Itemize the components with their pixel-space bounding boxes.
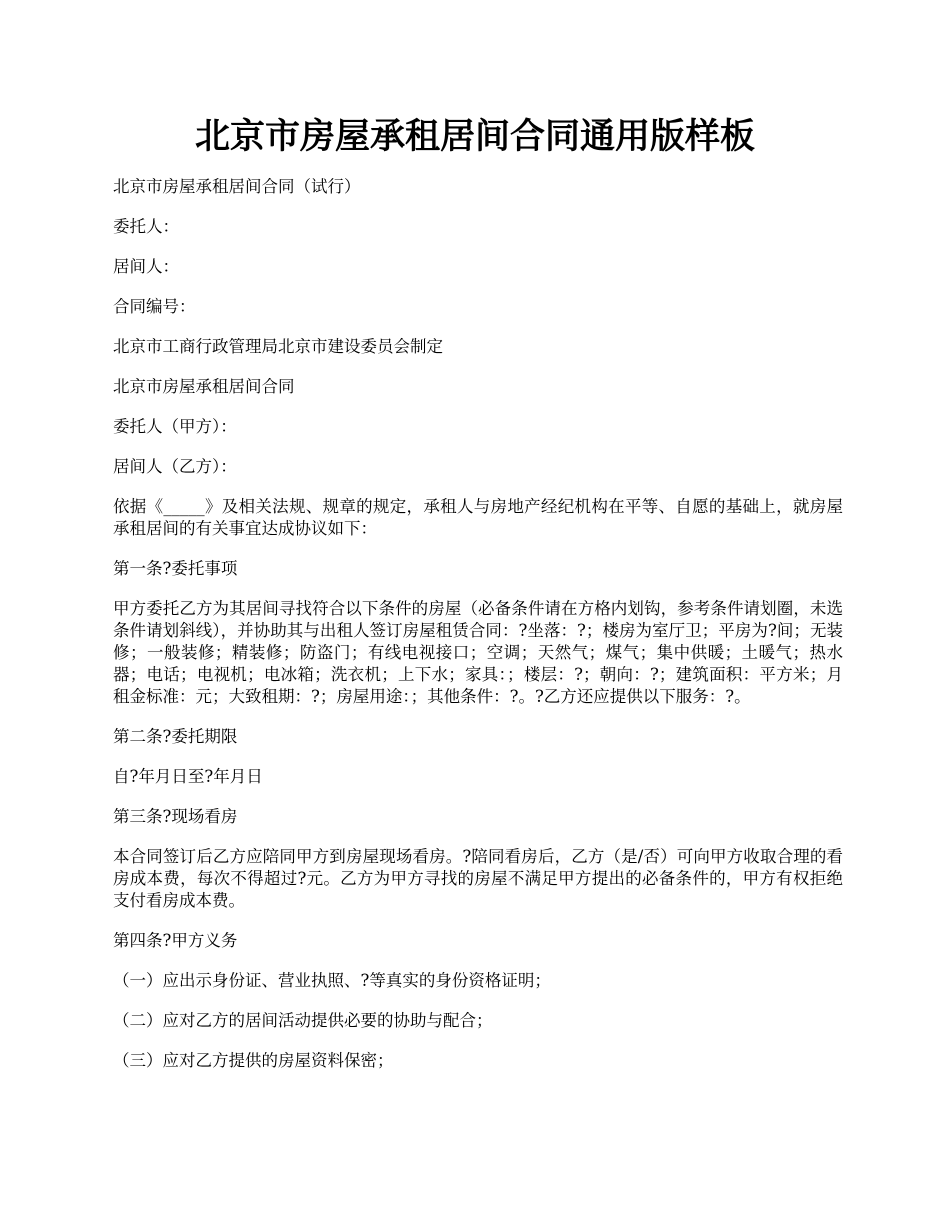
article-2-body: 自?年月日至?年月日 — [113, 767, 263, 786]
paragraph-contract-name: 北京市房屋承租居间合同 — [113, 377, 295, 396]
paragraph-party-b: 居间人（乙方）： — [113, 457, 237, 476]
paragraph-subtitle: 北京市房屋承租居间合同（试行） — [113, 177, 361, 196]
paragraph-party-a: 委托人（甲方）： — [113, 417, 237, 436]
article-2-heading: 第二条?委托期限 — [113, 727, 238, 746]
article-3-body: 本合同签订后乙方应陪同甲方到房屋现场看房。?陪同看房后，乙方（是/否）可向甲方收取合理的看房成本费，每次不得超过?元。乙方为甲方寻找的房屋不满足甲方提出的必备条件的，甲方有权拒绝支付看房成本费。 — [113, 847, 843, 910]
article-1-heading: 第一条?委托事项 — [113, 559, 238, 578]
article-1-body: 甲方委托乙方为其居间寻找符合以下条件的房屋（必备条件请在方格内划钩，参考条件请划圈，未选条件请划斜线），并协助其与出租人签订房屋租赁合同：?坐落：?；楼房为室厅卫；平房为?间；无装修；一般装修；精装修；防盗门；有线电视接口；空调；天然气；煤气；集中供暖；土暖气；热水器；电话；电视机；电冰箱；洗衣机；上下水；家具：；楼层：?；朝向：?；建筑面积：平方米；月租金标准：元；大致租期：?；房屋用途：；其他条件：?。?乙方还应提供以下服务：?。 — [113, 599, 843, 706]
paragraph-intermediary: 居间人： — [113, 257, 179, 276]
paragraph-preamble: 依据《_____》及相关法规、规章的规定，承租人与房地产经纪机构在平等、自愿的基础上，就房屋承租居间的有关事宜达成协议如下： — [113, 497, 843, 538]
paragraph-client: 委托人： — [113, 217, 179, 236]
article-4-item-3: （三）应对乙方提供的房屋资料保密； — [113, 1051, 394, 1070]
paragraph-contract-number: 合同编号： — [113, 297, 196, 316]
article-4-heading: 第四条?甲方义务 — [113, 931, 238, 950]
paragraph-issuer: 北京市工商行政管理局北京市建设委员会制定 — [113, 337, 443, 356]
article-4-item-2: （二）应对乙方的居间活动提供必要的协助与配合； — [113, 1011, 493, 1030]
document-title: 北京市房屋承租居间合同通用版样板 — [194, 116, 755, 157]
document-body — [113, 176, 843, 1090]
article-3-heading: 第三条?现场看房 — [113, 807, 238, 826]
article-4-item-1: （一）应出示身份证、营业执照、?等真实的身份资格证明； — [113, 971, 551, 990]
